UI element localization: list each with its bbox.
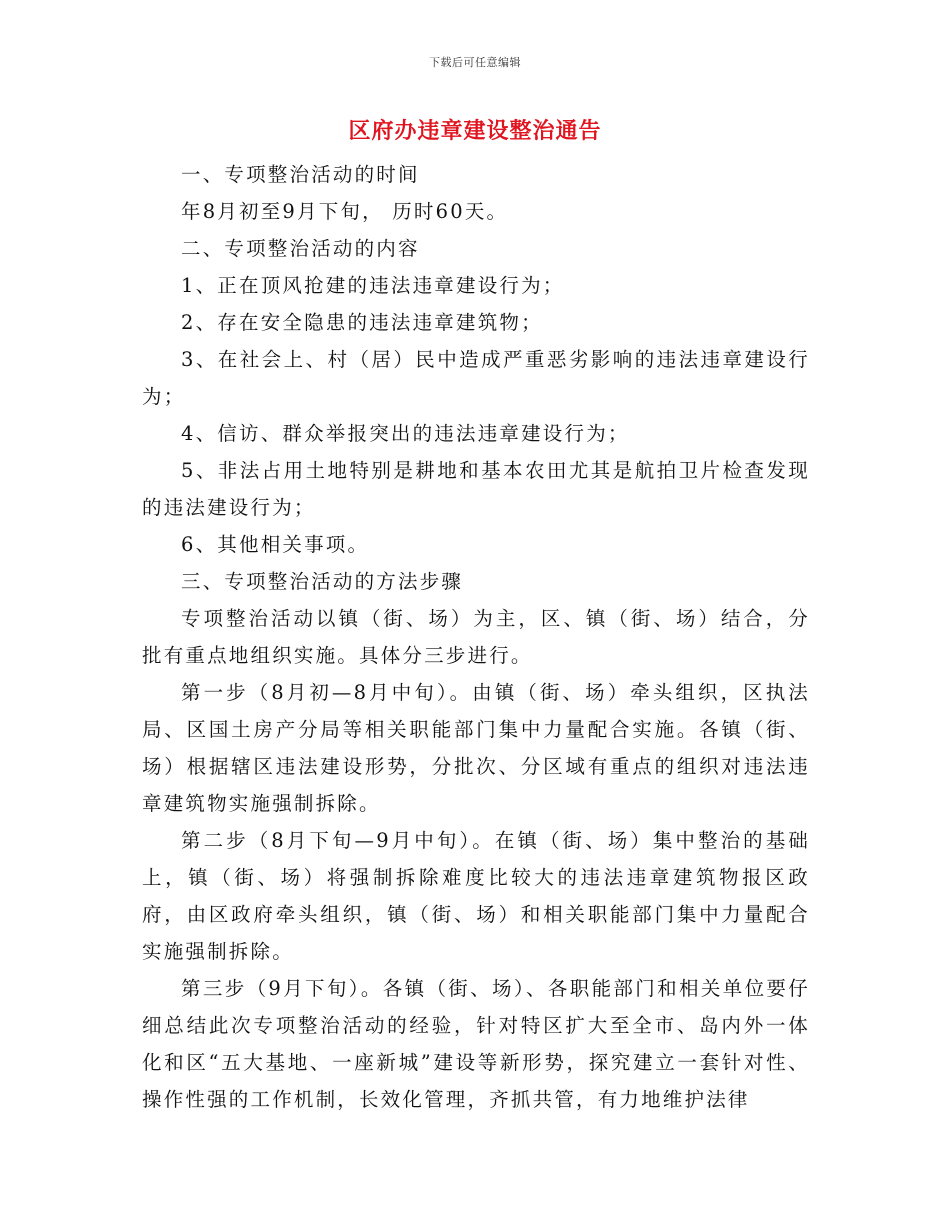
- paragraph: 2、存在安全隐患的违法违章建筑物；: [181, 311, 543, 334]
- paragraph: 年8月初至9月下旬， 历时60天。: [181, 200, 509, 223]
- paragraph: 4、信访、群众举报突出的违法违章建设行为；: [181, 422, 630, 445]
- paragraph: 第一步（8月初—8月中旬）。由镇（街、场）牵头组织，区执法局、区国土房产分局等相关职能部门集中力量配合实施。各镇（街、场）根据辖区违法建设形势，分批次、分区域有重点的组织对违法违章建筑物实施强制拆除。: [142, 681, 810, 815]
- document-body: [142, 156, 810, 1118]
- paragraph: 5、非法占用土地特别是耕地和基本农田尤其是航拍卫片检查发现的违法建设行为；: [142, 459, 810, 519]
- paragraph: 专项整治活动以镇（街、场）为主，区、镇（街、场）结合，分批有重点地组织实施。具体分三步进行。: [142, 607, 810, 667]
- header-note: 下载后可任意编辑: [429, 56, 521, 69]
- paragraph: 一、专项整治活动的时间: [181, 163, 420, 186]
- document-title: 区府办违章建设整治通告: [348, 118, 602, 144]
- paragraph: 二、专项整治活动的内容: [181, 237, 420, 260]
- paragraph: 1、正在顶风抢建的违法违章建设行为；: [181, 274, 565, 297]
- paragraph: 第二步（8月下旬—9月中旬）。在镇（街、场）集中整治的基础上，镇（街、场）将强制拆除难度比较大的违法违章建筑物报区政府，由区政府牵头组织，镇（街、场）和相关职能部门集中力量配合实施强制拆除。: [142, 829, 810, 963]
- paragraph: 三、专项整治活动的方法步骤: [181, 570, 464, 593]
- paragraph: 6、其他相关事项。: [181, 533, 370, 556]
- paragraph: 3、在社会上、村（居）民中造成严重恶劣影响的违法违章建设行为；: [142, 348, 810, 408]
- paragraph: 第三步（9月下旬）。各镇（街、场）、各职能部门和相关单位要仔细总结此次专项整治活动的经验，针对特区扩大至全市、岛内外一体化和区“五大基地、一座新城”建设等新形势，探究建立一套针对性、操作性强的工作机制，长效化管理，齐抓共管，有力地维护法律: [142, 977, 810, 1111]
